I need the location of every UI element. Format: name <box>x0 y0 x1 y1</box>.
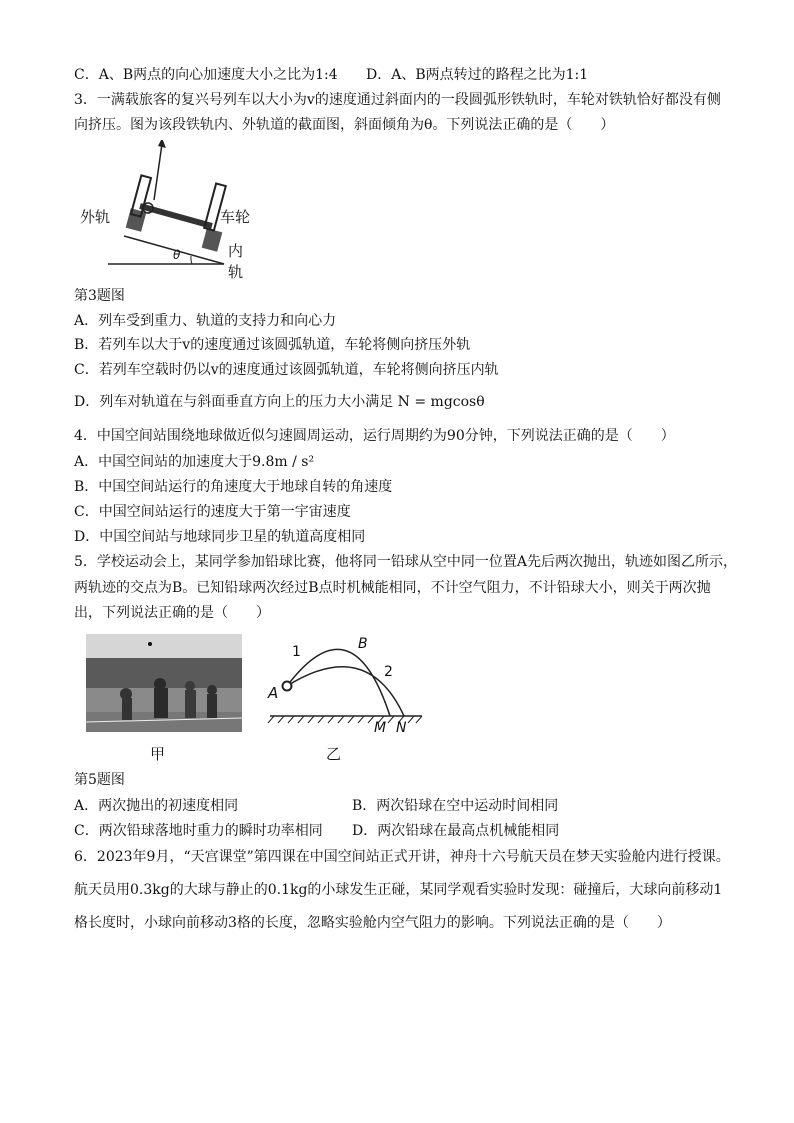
shot-put-photo <box>86 634 242 732</box>
q3-stem-line1: 3．一满载旅客的复兴号列车以大小为v的速度通过斜面内的一段圆弧形铁轨时，车轮对铁轨恰好都没有侧 <box>74 92 721 108</box>
q3-option-a: A．列车受到重力、轨道的支持力和向心力 <box>74 313 337 329</box>
figure-yi-label: 乙 <box>326 745 342 763</box>
q5-option-c: C．两次铅球落地时重力的瞬时功率相同 <box>74 823 323 839</box>
outer-rail-label: 外轨 <box>80 208 111 226</box>
q5-stem-line2: 两轨迹的交点为B。已知铅球两次经过B点时机械能相同，不计空气阻力，不计铅球大小，则关于两次抛 <box>74 580 711 596</box>
q3-caption: 第3题图 <box>74 288 125 304</box>
wheel-label: 车轮 <box>220 208 251 226</box>
point-b-label: B <box>358 636 368 652</box>
point-a-label: A <box>268 684 279 702</box>
angle-label: θ <box>173 248 181 262</box>
q2-option-d: D．A、B两点转过的路程之比为1:1 <box>366 67 589 83</box>
q5-stem-line3: 出，下列说法正确的是（ ） <box>74 605 270 621</box>
q4-option-a: A．中国空间站的加速度大于9.8m / s² <box>74 454 315 470</box>
q6-line2: 航天员用0.3kg的大球与静止的0.1kg的小球发生正碰，某同学观看实验时发现：碰撞后，大球向前移动1 <box>74 882 723 898</box>
q2-option-c: C．A、B两点的向心加速度大小之比为1:4 <box>74 67 338 83</box>
q3-figure <box>74 140 254 281</box>
q6-line1: 6．2023年9月，“天宫课堂”第四课在中国空间站正式开讲，神舟十六号航天员在梦天实验舱内进行授课。 <box>74 849 730 865</box>
q3-option-c: C．若列车空载时仍以v的速度通过该圆弧轨道，车轮将侧向挤压内轨 <box>74 362 499 378</box>
q5-option-d: D．两次铅球在最高点机械能相同 <box>352 823 560 839</box>
q3-option-d: D．列车对轨道在与斜面垂直方向上的压力大小满足 N = mgcosθ <box>74 394 485 410</box>
path-2-label: 2 <box>384 664 393 680</box>
q5-figure-yi <box>262 628 432 740</box>
q5-photo-jia <box>86 634 242 732</box>
point-n-label: N <box>396 720 407 736</box>
q5-option-a: A．两次抛出的初速度相同 <box>74 798 239 814</box>
trajectory-1 <box>287 649 390 716</box>
trajectory-diagram <box>262 628 432 740</box>
q3-option-b: B．若列车以大于v的速度通过该圆弧轨道，车轮将侧向挤压外轨 <box>74 337 471 353</box>
point-m-label: M <box>374 720 387 736</box>
figure-jia-label: 甲 <box>150 745 166 763</box>
q4-stem: 4．中国空间站围绕地球做近似匀速圆周运动，运行周期约为90分钟，下列说法正确的是（ ） <box>74 428 675 444</box>
q5-caption: 第5题图 <box>74 772 125 788</box>
q4-option-b: B．中国空间站运行的角速度大于地球自转的角速度 <box>74 479 393 495</box>
q4-option-d: D．中国空间站与地球同步卫星的轨道高度相同 <box>74 529 366 545</box>
q3-stem-line2: 向挤压。图为该段铁轨内、外轨道的截面图，斜面倾角为θ。下列说法正确的是（ ） <box>74 117 615 133</box>
rail-cross-section-diagram <box>74 140 254 270</box>
q5-stem-line1: 5．学校运动会上，某同学参加铅球比赛，他将同一铅球从空中同一位置A先后两次抛出，轨迹如图乙所示， <box>74 554 738 570</box>
inner-rail-label: 内轨 <box>228 242 244 281</box>
q4-option-c: C．中国空间站运行的速度大于第一宇宙速度 <box>74 504 351 520</box>
q5-option-b: B．两次铅球在空中运动时间相同 <box>352 798 559 814</box>
q6-line3: 格长度时，小球向前移动3格的长度，忽略实验舱内空气阻力的影响。下列说法正确的是（ ） <box>74 915 671 931</box>
path-1-label: 1 <box>292 644 301 660</box>
